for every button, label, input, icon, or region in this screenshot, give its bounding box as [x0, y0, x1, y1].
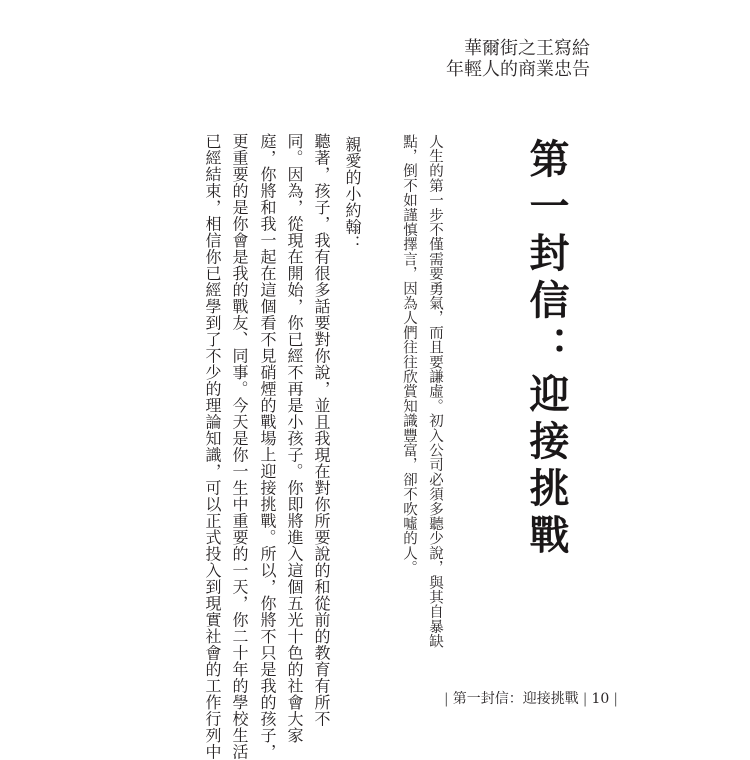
- epigraph-line-1: 人生的第一步不僅需要勇氣，而且要謙虛。初入公司必須多聽少說，與其自暴缺: [427, 134, 443, 649]
- chapter-title: 第一封信：迎接挑戰: [523, 138, 569, 561]
- footer-section-title: 第一封信：迎接挑戰: [452, 691, 579, 707]
- letter-line-3: 庭，你將和我一起在這個看不見硝煙的戰場上迎接挑戰。所以，你將不只是我的孩子，: [258, 133, 277, 760]
- running-head: [446, 38, 590, 80]
- page-footer: [440, 688, 622, 708]
- running-head-line-2: 年輕人的商業忠告: [446, 59, 590, 80]
- running-head-line-1: 華爾街之王寫給: [464, 38, 590, 59]
- footer-divider: |: [582, 691, 588, 707]
- letter-line-1: 聽著，孩子，我有很多話要對你說，並且我現在對你所要說的和從前的教育有所不: [312, 133, 331, 727]
- footer-divider: |: [444, 691, 449, 707]
- letter-salutation: 親愛的小約翰：: [343, 136, 362, 252]
- epigraph-line-2: 點，倒不如謹慎擇言，因為人們往往欣賞知識豐富，卻不吹噓的人。: [401, 134, 417, 575]
- footer-divider: |: [613, 691, 618, 707]
- letter-line-2: 同。因為，從現在開始，你已經不再是小孩子。你即將進入這個五光十色的社會大家: [285, 133, 304, 744]
- page-number: 10: [591, 691, 610, 707]
- letter-line-5: 已經結束，相信你已經學到了不少的理論知識，可以正式投入到現實社會的工作行列中: [203, 133, 222, 760]
- letter-line-4: 更重要的是你會是我的戰友、同事。今天是你一生中重要的一天，你二十年的學校生活: [230, 133, 249, 760]
